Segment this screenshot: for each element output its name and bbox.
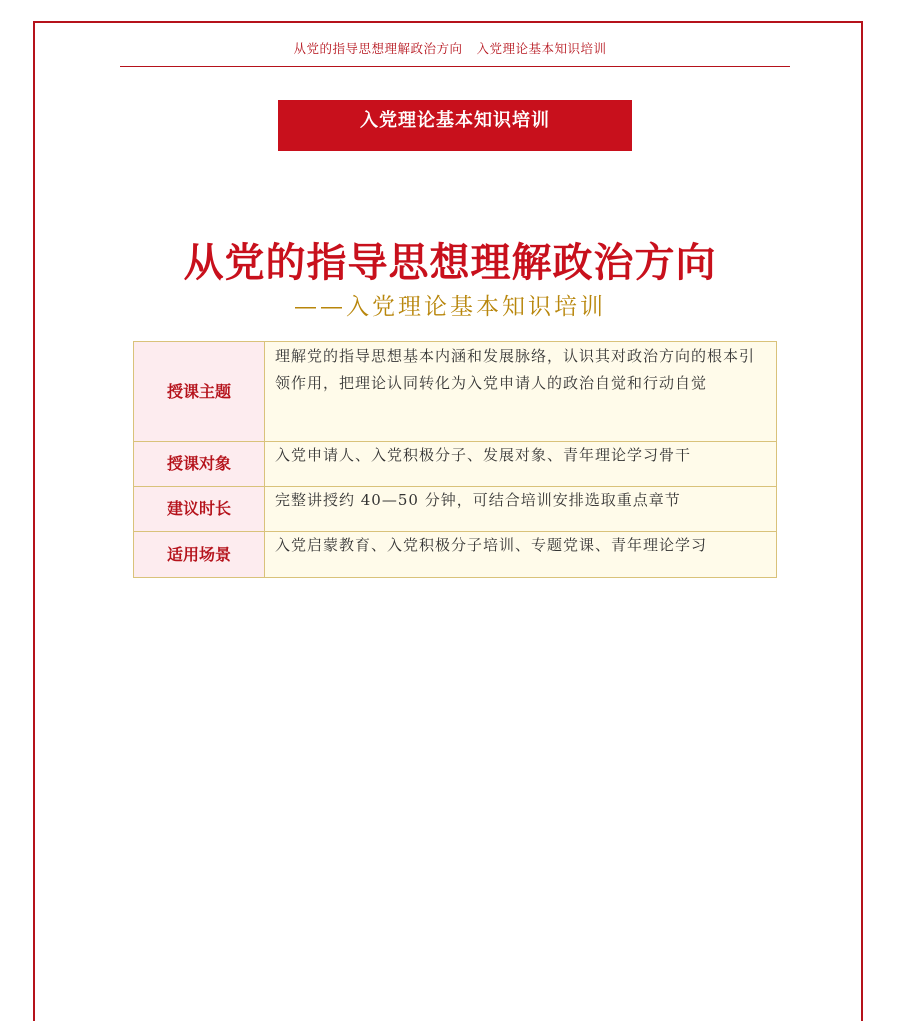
row-value: 理解党的指导思想基本内涵和发展脉络，认识其对政治方向的根本引领作用，把理论认同转化为入党申请人的政治自觉和行动自觉 <box>265 342 777 442</box>
running-header-right: 入党理论基本知识培训 <box>476 41 607 56</box>
course-info-table <box>133 341 777 578</box>
row-label: 授课主题 <box>166 381 231 401</box>
row-label-cell <box>134 487 265 532</box>
table-row <box>134 487 777 532</box>
table-row <box>134 442 777 487</box>
row-label-cell <box>134 532 265 578</box>
row-label-cell <box>134 442 265 487</box>
row-value: 入党启蒙教育、入党积极分子培训、专题党课、青年理论学习 <box>265 532 777 578</box>
table-row <box>134 532 777 578</box>
banner-label: 入党理论基本知识培训 <box>360 110 550 131</box>
row-label: 适用场景 <box>166 544 231 564</box>
row-label-cell <box>134 342 265 442</box>
row-label: 建议时长 <box>166 499 231 518</box>
row-value: 完整讲授约 40—50 分钟，可结合培训安排选取重点章节 <box>265 487 777 532</box>
row-value: 入党申请人、入党积极分子、发展对象、青年理论学习骨干 <box>265 442 777 487</box>
running-header <box>0 39 900 57</box>
running-header-left: 从党的指导思想理解政治方向 <box>293 41 463 56</box>
title-banner <box>278 100 632 151</box>
header-divider <box>120 66 790 67</box>
page-subtitle: ——入党理论基本知识培训 <box>294 294 606 320</box>
page-title: 从党的指导思想理解政治方向 <box>183 240 717 286</box>
table-row <box>134 342 777 442</box>
row-label: 授课对象 <box>166 454 231 473</box>
